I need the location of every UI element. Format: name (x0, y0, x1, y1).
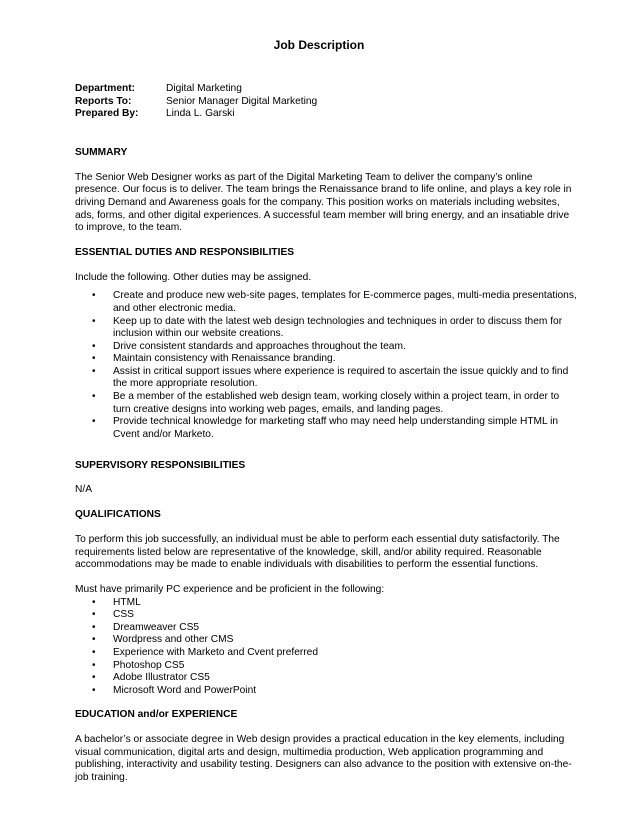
meta-value: Digital Marketing (166, 83, 242, 94)
meta-row-department (75, 83, 317, 96)
list-item: • Create and produce new web-site pages, templates for E-commerce pages, multi-media presentations, and other electronic media. (75, 290, 577, 315)
supervisory-text: N/A (75, 484, 92, 496)
meta-row-prepared-by (75, 108, 317, 121)
list-item: • Wordpress and other CMS (75, 634, 577, 647)
summary-text: The Senior Web Designer works as part of the Digital Marketing Team to deliver the company’s online presence. Our focus is to deliver. The team brings the Renaissance brand to life online, and plays a key role in driving Demand and Awareness goals for the company. This position works on materials including websites, ads, forms, and other digital experiences. A successful team member will bring energy, and an insatiable drive to improve, to the team. (75, 171, 572, 234)
meta-value: Senior Manager Digital Marketing (166, 95, 318, 107)
duties-intro: Include the following. Other duties may be assigned. (75, 271, 312, 283)
summary-heading: SUMMARY (75, 147, 128, 158)
duties-heading: ESSENTIAL DUTIES AND RESPONSIBILITIES (75, 246, 295, 258)
document-body (75, 147, 577, 785)
document-meta (75, 83, 317, 121)
list-item: • CSS (75, 609, 577, 622)
list-item: • Maintain consistency with Renaissance branding. (75, 353, 577, 366)
qualifications-text: To perform this job successfully, an individual must be able to perform each essential duty satisfactorily. The requirements listed below are representative of the knowledge, skill, and/or ability required. Reasonable accommodations may be made to enable individuals with disabilities to perform the essential functions. (75, 533, 560, 571)
list-item: • Keep up to date with the latest web design technologies and techniques in order to discuss them for inclusion within our website creations. (75, 316, 577, 341)
list-item: • HTML (75, 597, 577, 610)
list-item: • Photoshop CS5 (75, 660, 577, 673)
list-item: • Adobe Illustrator CS5 (75, 672, 577, 685)
list-item: • Dreamweaver CS5 (75, 622, 577, 635)
meta-label: Prepared By: (75, 108, 139, 119)
qualifications-list (75, 597, 577, 698)
qualifications-intro: Must have primarily PC experience and be proficient in the following: (75, 583, 385, 595)
education-text: A bachelor’s or associate degree in Web design provides a practical education in the key elements, including visual communication, digital arts and design, multimedia production, Web application programming and publishing, interactivity and usability testing. Designers can also advance to the position with extensive on-the-job training. (75, 734, 572, 784)
list-item: • Experience with Marketo and Cvent preferred (75, 647, 577, 660)
list-item: • Microsoft Word and PowerPoint (75, 685, 577, 698)
list-item: • Drive consistent standards and approaches throughout the team. (75, 341, 577, 354)
document-title: Job Description (273, 38, 365, 52)
meta-label: Department: (75, 83, 136, 94)
meta-value: Linda L. Garski (166, 108, 235, 119)
meta-label: Reports To: (75, 95, 132, 107)
education-heading: EDUCATION and/or EXPERIENCE (75, 709, 238, 721)
list-item: • Assist in critical support issues where experience is required to ascertain the issue quickly and to find the more appropriate resolution. (75, 366, 577, 391)
supervisory-heading: SUPERVISORY RESPONSIBILITIES (75, 459, 246, 471)
qualifications-heading: QUALIFICATIONS (75, 509, 161, 521)
list-item: • Provide technical knowledge for marketing staff who may need help understanding simple HTML in Cvent and/or Marketo. (75, 416, 577, 441)
list-item: • Be a member of the established web design team, working closely within a project team, in order to turn creative designs into working web pages, emails, and landing pages. (75, 391, 577, 416)
duties-list (75, 290, 577, 441)
meta-row-reports-to (75, 96, 317, 109)
